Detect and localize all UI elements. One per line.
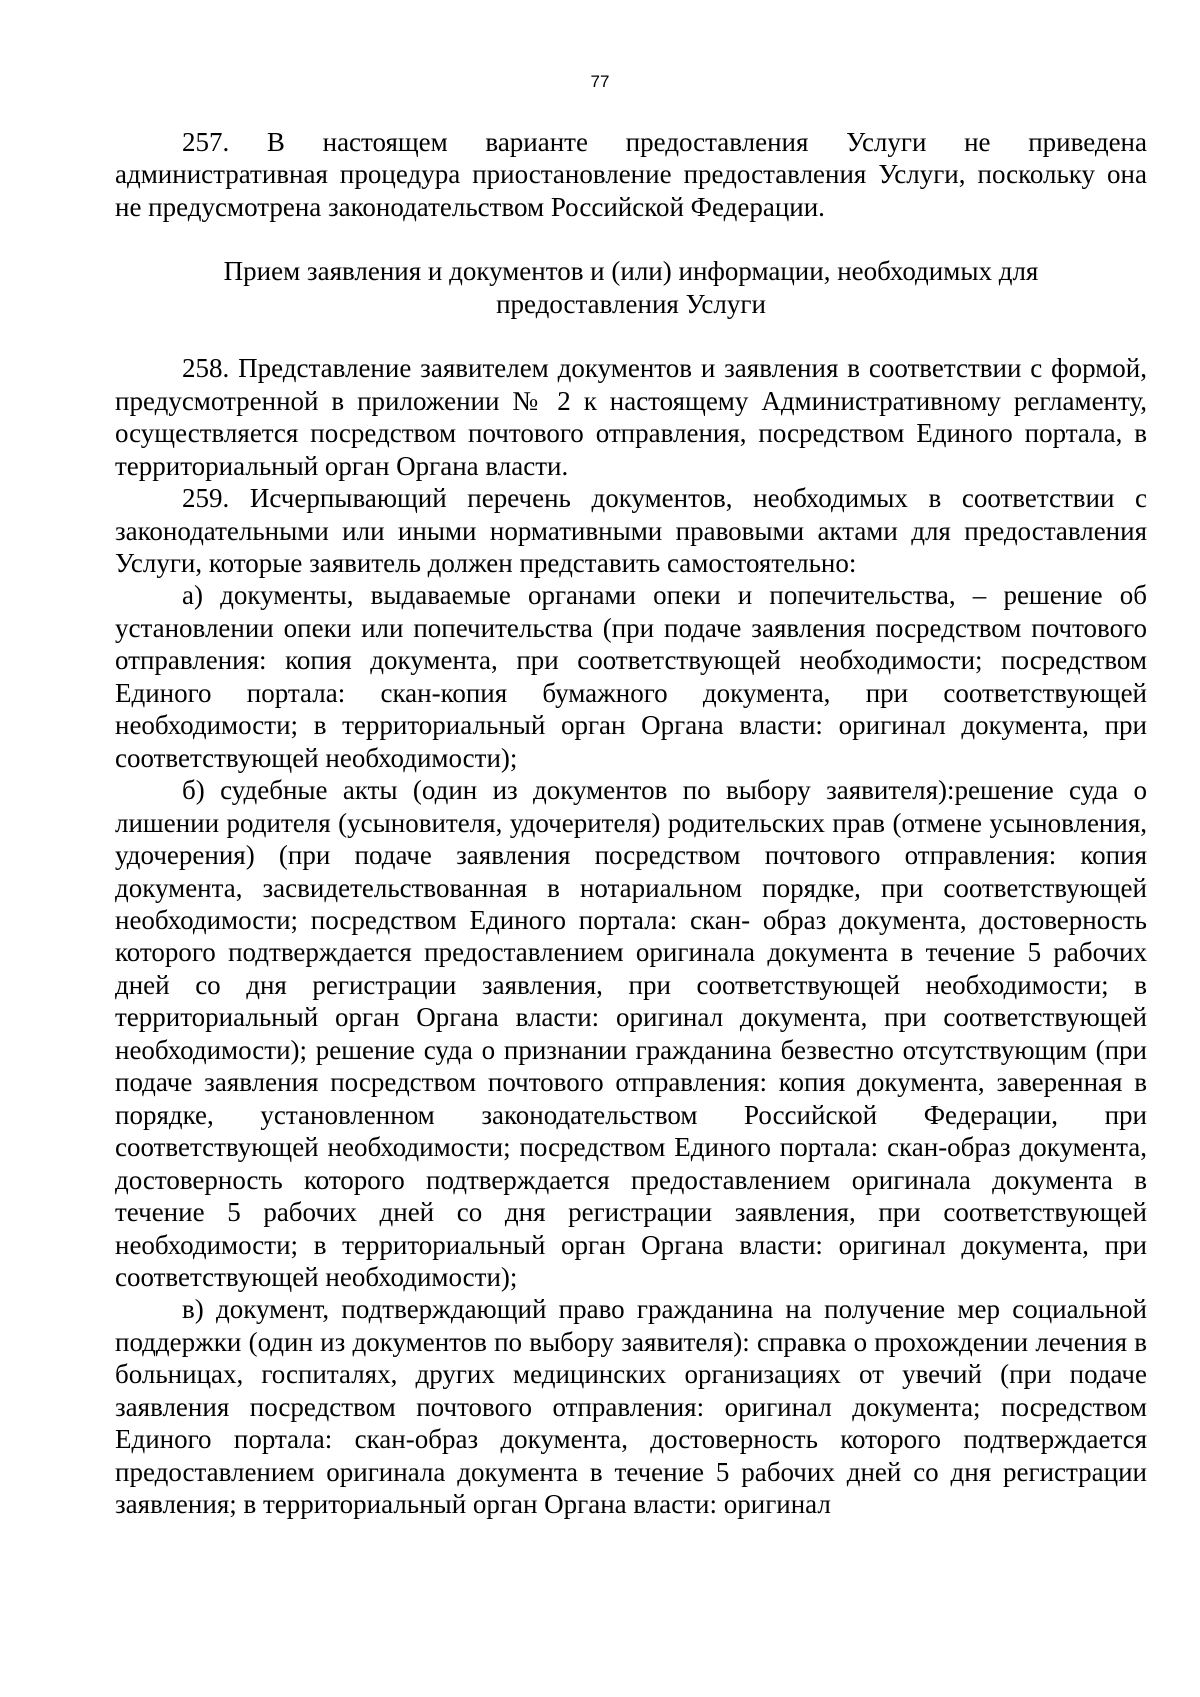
list-item-a: а) документы, выдаваемые органами опеки и попечительства, – решение об установлении опеки или попечительства (при подаче заявления посредством почтового отправления: копия документа, при соответствующей необходимости; посредством Единого портала: скан-копия бумажного документа, при соответствующей необходимости; в территориальный орган Органа власти: оригинал документа, при соответствующей необходимости); [115, 580, 1147, 773]
paragraph-258: 258. Представление заявителем документов и заявления в соответствии с формой, предусмотренной в приложении № 2 к настоящему Административному регламенту, осуществляется посредством почтового отправления, посредством Единого портала, в территориальный орган Органа власти. [115, 353, 1147, 481]
document-body [115, 126, 1147, 1521]
section-heading-line-2: предоставления Услуги [496, 288, 766, 319]
paragraph-257: 257. В настоящем варианте предоставления Услуги не приведена административная процедура приостановление предоставления Услуги, поскольку она не предусмотрена законодательством Российской Федерации. [115, 127, 1147, 222]
paragraph-259: 259. Исчерпывающий перечень документов, необходимых в соответствии с законодательными или иными нормативными правовыми актами для предоставления Услуги, которые заявитель должен представить самостоятельно: [115, 483, 1147, 578]
section-heading [115, 255, 1147, 320]
page-number: 77 [590, 72, 610, 91]
list-item-b: б) судебные акты (один из документов по выбору заявителя):решение суда о лишении родителя (усыновителя, удочерителя) родительских прав (отмене усыновления, удочерения) (при подаче заявления посредством почтового отправления: копия документа, засвидетельствованная в нотариальном порядке, при соответствующей необходимости; посредством Единого портала: скан- образ документа, достоверность которого подтверждается предоставлением оригинала документа в течение 5 рабочих дней со дня регистрации заявления, при соответствующей необходимости; в территориальный орган Органа власти: оригинал документа, при соответствующей необходимости); решение суда о признании гражданина безвестно отсутствующим (при подаче заявления посредством почтового отправления: копия документа, заверенная в порядке, установленном законодательством Российской Федерации, при соответствующей необходимости; посредством Единого портала: скан-образ документа, достоверность которого подтверждается предоставлением оригинала документа в течение 5 рабочих дней со дня регистрации заявления, при соответствующей необходимости; в территориальный орган Органа власти: оригинал документа, при соответствующей необходимости); [115, 775, 1147, 1292]
section-heading-line-1: Прием заявления и документов и (или) информации, необходимых для [223, 256, 1039, 287]
list-item-v: в) документ, подтверждающий право гражданина на получение мер социальной поддержки (один из документов по выбору заявителя): справка о прохождении лечения в больницах, госпиталях, других медицинских организациях от увечий (при подаче заявления посредством почтового отправления: оригинал документа; посредством Единого портала: скан-образ документа, достоверность которого подтверждается предоставлением оригинала документа в течение 5 рабочих дней со дня регистрации заявления; в территориальный орган Органа власти: оригинал [115, 1294, 1147, 1520]
